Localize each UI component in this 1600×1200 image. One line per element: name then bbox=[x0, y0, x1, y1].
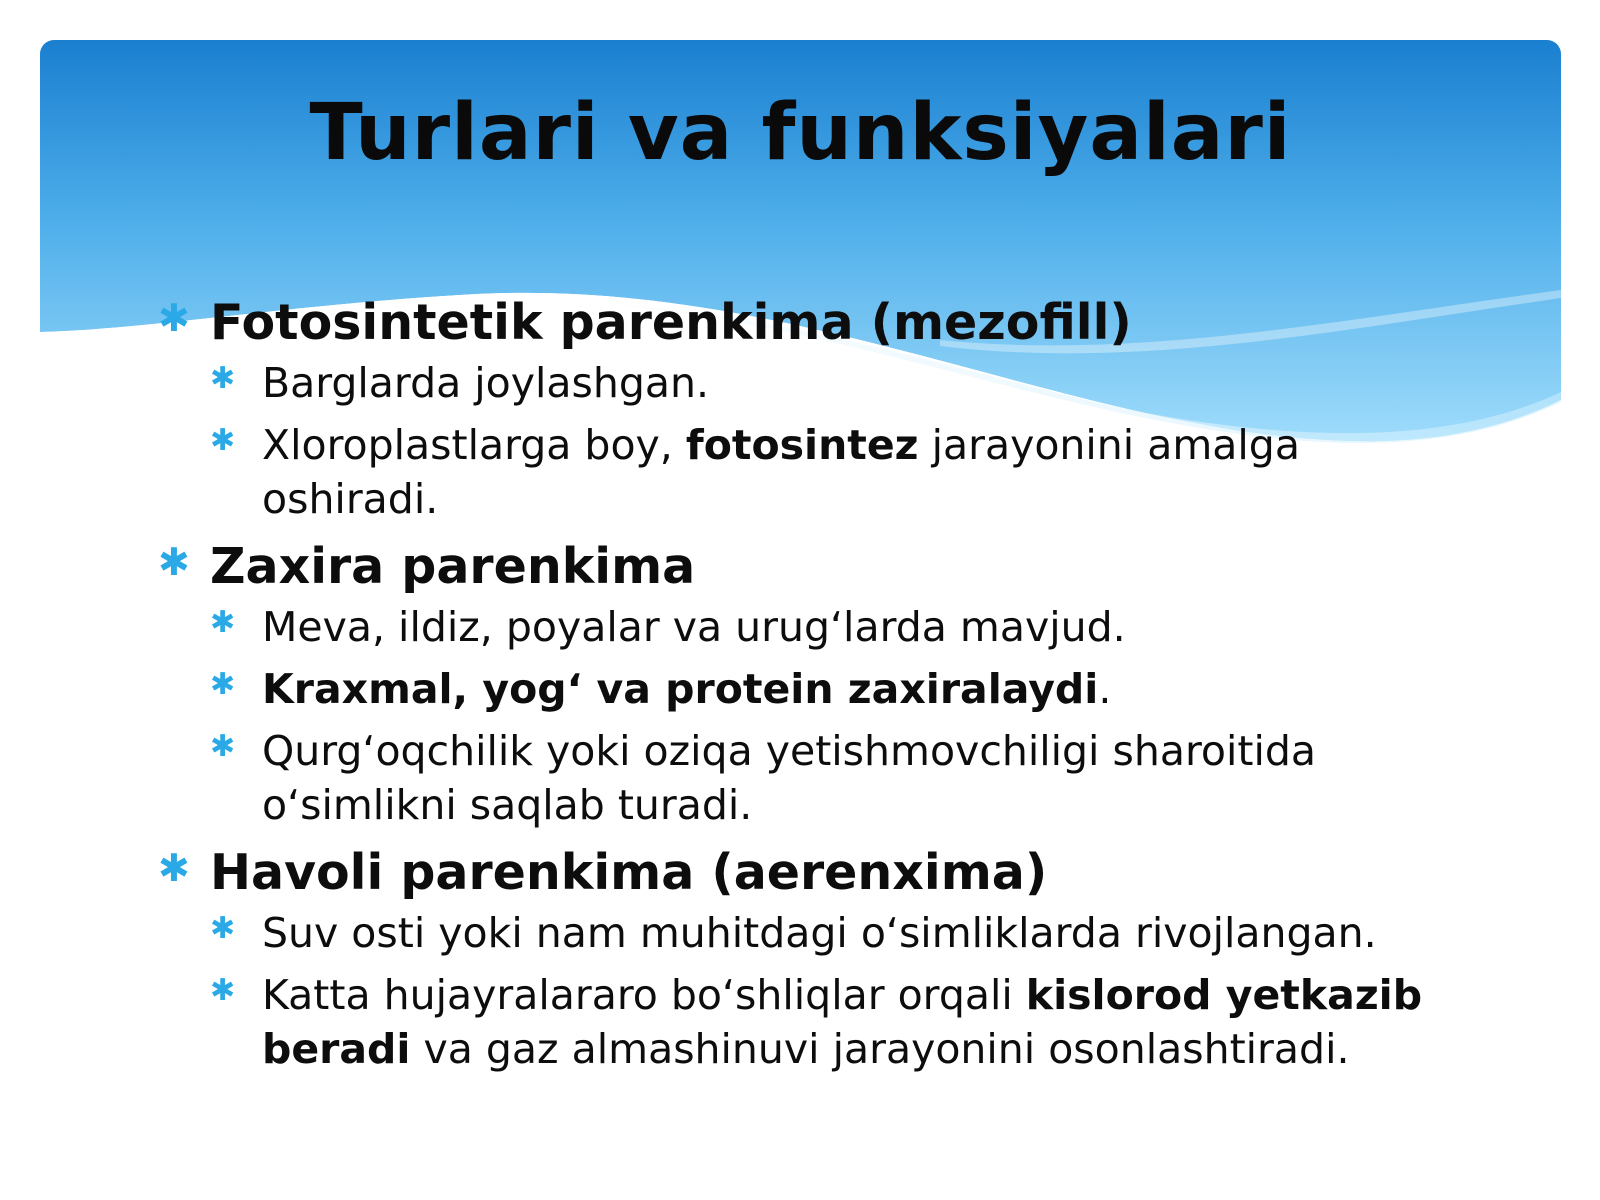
item-text: va gaz almashinuvi jarayonini osonlashtiradi. bbox=[410, 1025, 1350, 1073]
section-fotosintetik bbox=[158, 292, 1458, 526]
list-item bbox=[158, 968, 1458, 1076]
item-text: jarayonini amalga oshiradi. bbox=[262, 421, 1300, 523]
slide-content bbox=[158, 292, 1458, 1086]
asterisk-icon: ✱ bbox=[210, 667, 236, 702]
bullet-list bbox=[158, 600, 1458, 832]
section-havoli bbox=[158, 842, 1458, 1076]
heading-text: Fotosintetik parenkima (mezofill) bbox=[210, 294, 1132, 351]
item-text: Barglarda joylashgan. bbox=[262, 359, 710, 407]
bullet-list bbox=[158, 906, 1458, 1076]
asterisk-icon: ✱ bbox=[158, 540, 190, 584]
item-text-bold: fotosintez bbox=[685, 421, 919, 469]
item-text-bold: kislorod yetkazib beradi bbox=[262, 971, 1423, 1073]
item-text-bold: Kraxmal, yog‘ va protein zaxiralaydi bbox=[262, 665, 1099, 713]
item-text: . bbox=[1098, 665, 1112, 713]
list-item bbox=[158, 600, 1458, 654]
list-item bbox=[158, 724, 1458, 832]
item-text: Meva, ildiz, poyalar va urug‘larda mavjud. bbox=[262, 603, 1126, 651]
asterisk-icon: ✱ bbox=[210, 911, 236, 946]
section-heading bbox=[158, 536, 1458, 598]
list-item bbox=[158, 906, 1458, 960]
asterisk-icon: ✱ bbox=[158, 296, 190, 340]
list-item bbox=[158, 356, 1458, 410]
slide-title: Turlari va funksiyalari bbox=[309, 88, 1292, 178]
item-text: Qurg‘oqchilik yoki oziqa yetishmovchiligi sharoitida o‘simlikni saqlab turadi. bbox=[262, 727, 1316, 829]
list-item bbox=[158, 662, 1458, 716]
item-text: Xloroplastlarga boy, bbox=[262, 421, 686, 469]
asterisk-icon: ✱ bbox=[210, 423, 236, 458]
asterisk-icon: ✱ bbox=[210, 605, 236, 640]
asterisk-icon: ✱ bbox=[210, 729, 236, 764]
bullet-list bbox=[158, 356, 1458, 526]
section-heading bbox=[158, 842, 1458, 904]
section-zaxira bbox=[158, 536, 1458, 832]
asterisk-icon: ✱ bbox=[158, 846, 190, 890]
item-text: Suv osti yoki nam muhitdagi o‘simliklarda rivojlangan. bbox=[262, 909, 1377, 957]
section-heading bbox=[158, 292, 1458, 354]
heading-text: Zaxira parenkima bbox=[210, 538, 696, 595]
list-item bbox=[158, 418, 1458, 526]
asterisk-icon: ✱ bbox=[210, 973, 236, 1008]
asterisk-icon: ✱ bbox=[210, 361, 236, 396]
heading-text: Havoli parenkima (aerenxima) bbox=[210, 844, 1048, 901]
item-text: Katta hujayralararo bo‘shliqlar orqali bbox=[262, 971, 1026, 1019]
